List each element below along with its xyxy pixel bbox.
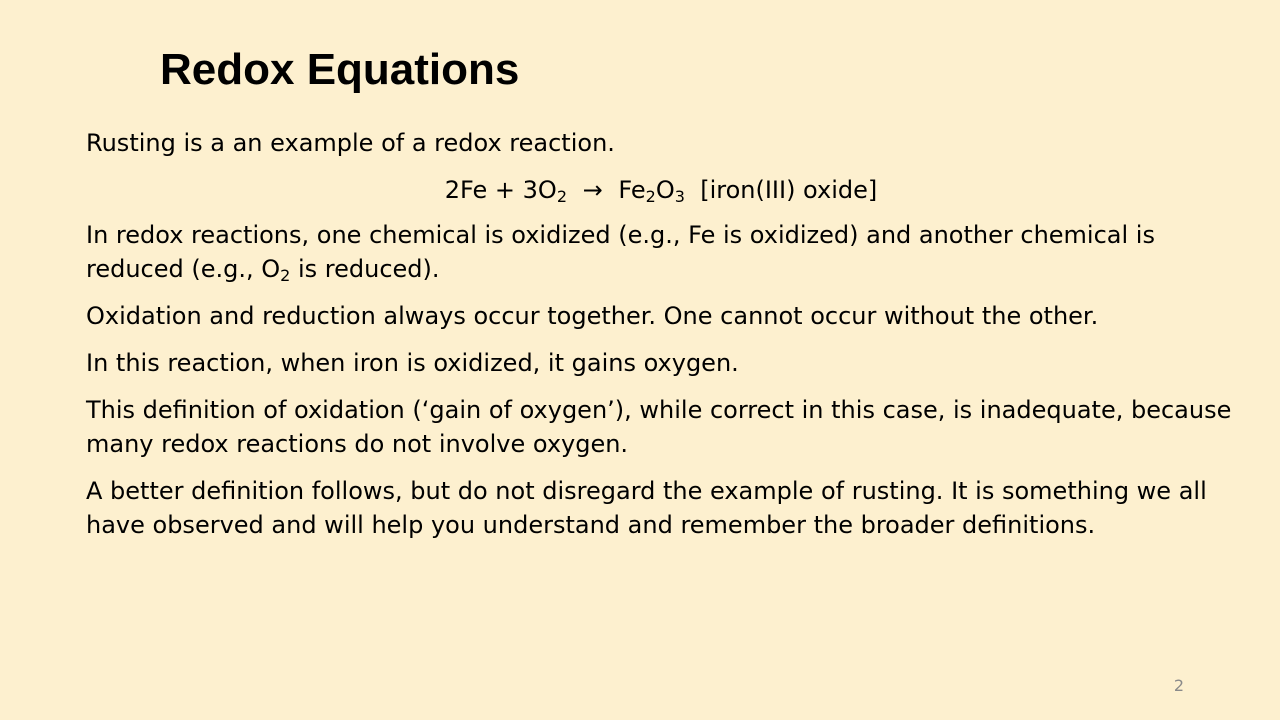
- slide-title: Redox Equations: [160, 45, 520, 94]
- slide-body: [86, 126, 1236, 555]
- rusting-equation: [86, 173, 1236, 207]
- equation-reactant-iron: 2Fe: [444, 176, 488, 204]
- paragraph-rusting-intro: Rusting is a an example of a redox reaction.: [86, 129, 615, 157]
- page-number: 2: [1173, 676, 1184, 695]
- paragraph-iron-gains-oxygen: In this reaction, when iron is oxidized, it gains oxygen.: [86, 349, 739, 377]
- equation-product-iron-oxide: $Fe_2O_3$: [618, 176, 685, 206]
- paragraph-better-definition: A better definition follows, but do not disregard the example of rusting. It is something we all have observed and will help you understand and remember the broader definitions.: [86, 477, 1207, 539]
- equation-reactant-oxygen: $3O_2$: [522, 176, 568, 206]
- paragraph-occur-together: Oxidation and reduction always occur together. One cannot occur without the other.: [86, 302, 1099, 330]
- paragraph-definition-inadequate: This definition of oxidation (‘gain of oxygen’), while correct in this case, is inadequate, because many redox reactions do not involve oxygen.: [86, 396, 1232, 458]
- equation-plus: +: [494, 176, 516, 204]
- paragraph-oxidized-reduced: In redox reactions, one chemical is oxidized (e.g., Fe is oxidized) and another chemical is reduced (e.g., $O_2$ is reduced).: [86, 221, 1155, 285]
- reaction-arrow-icon: →: [582, 176, 603, 204]
- equation-product-name: [iron(III) oxide]: [700, 176, 878, 204]
